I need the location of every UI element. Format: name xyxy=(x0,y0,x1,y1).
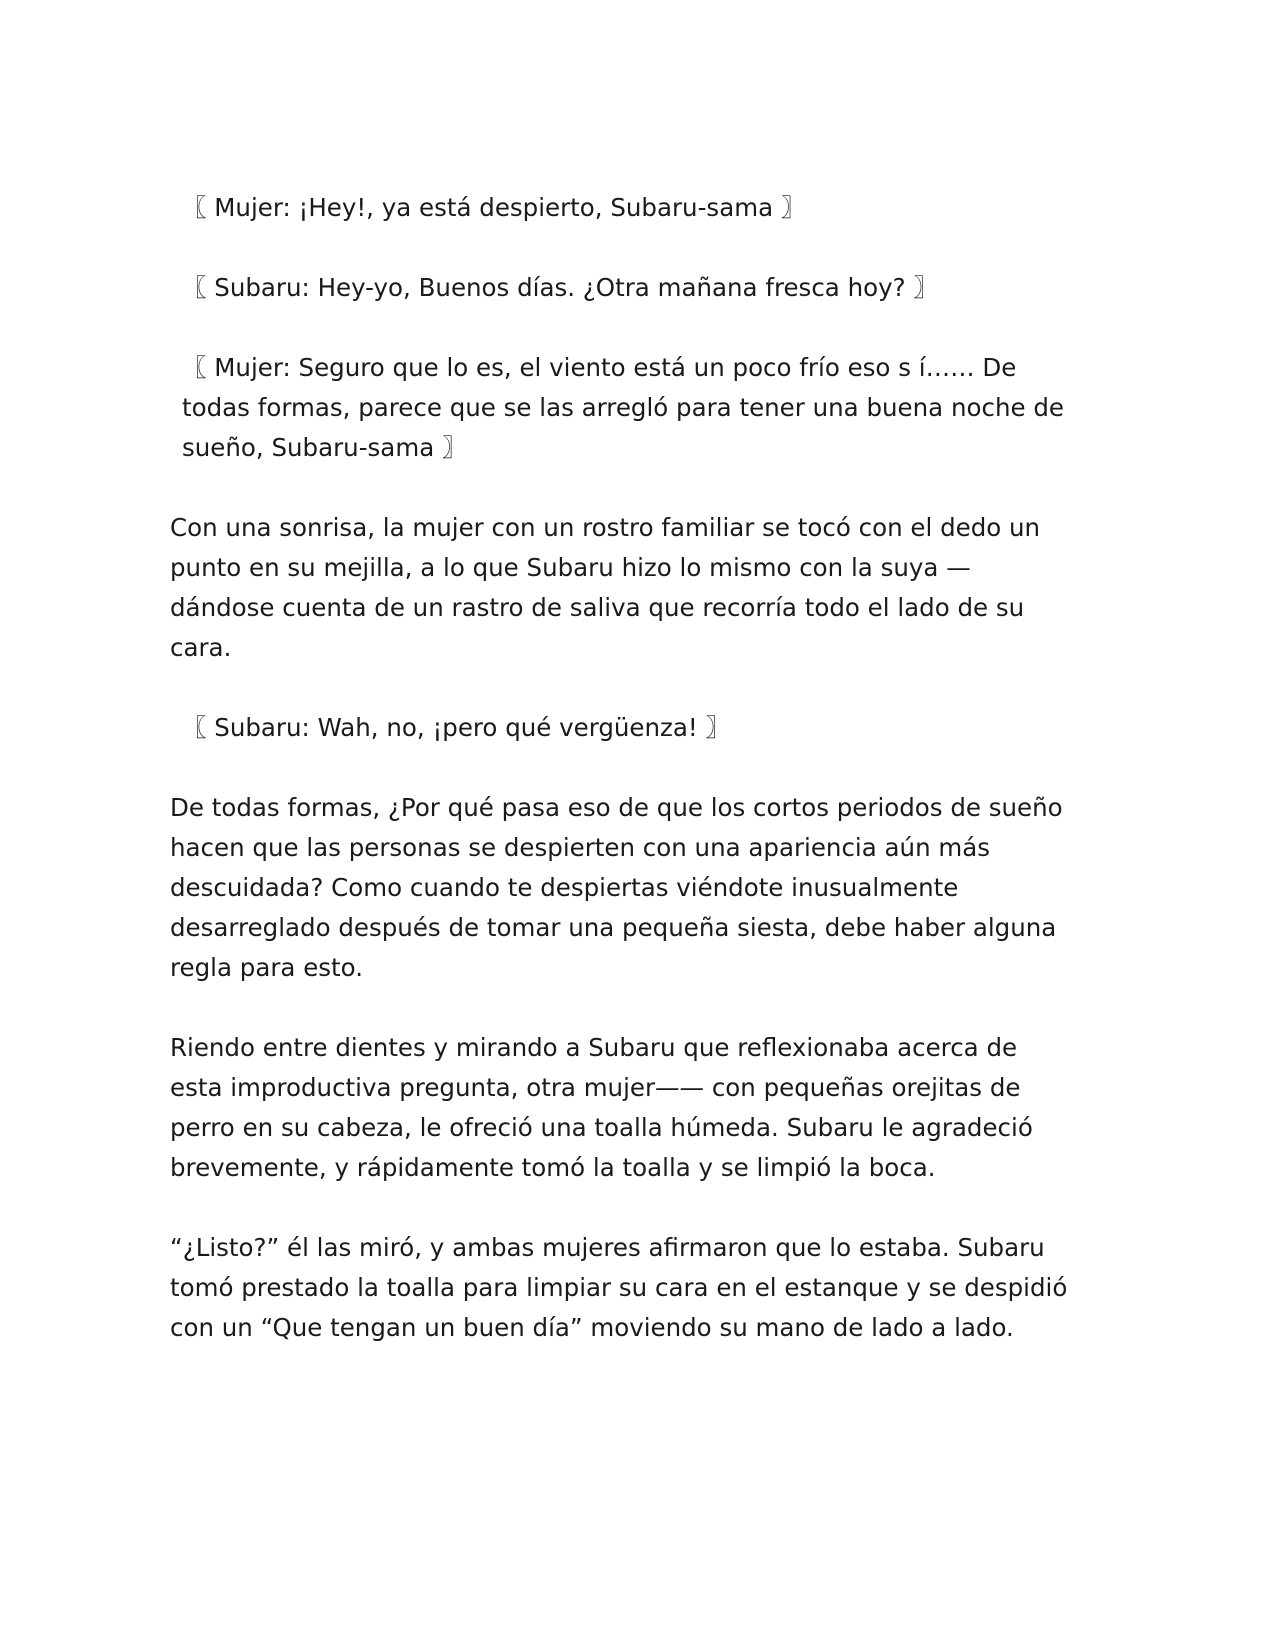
document-body xyxy=(172,188,1072,1388)
dialogue-paragraph: 〖 Mujer: Seguro que lo es, el viento está un poco frío eso s í…… De todas formas, parece que se las arregló para tener una buena noche de sueño, Subaru-sama 〗 xyxy=(182,353,1064,462)
narration-paragraph: De todas formas, ¿Por qué pasa eso de que los cortos periodos de sueño hacen que las personas se despierten con una apariencia aún más descuidada? Como cuando te despiertas viéndote inusualmente desarreglado después de tomar una pequeña siesta, debe haber alguna regla para esto. xyxy=(170,793,1063,982)
dialogue-paragraph: 〖 Subaru: Wah, no, ¡pero qué vergüenza! 〗 xyxy=(182,713,731,742)
dialogue-paragraph: 〖 Subaru: Hey-yo, Buenos días. ¿Otra mañana fresca hoy? 〗 xyxy=(182,273,938,302)
narration-paragraph: “¿Listo?” él las miró, y ambas mujeres afirmaron que lo estaba. Subaru tomó prestado la toalla para limpiar su cara en el estanque y se despidió con un “Que tengan un buen día” moviendo su mano de lado a lado. xyxy=(170,1233,1068,1342)
narration-paragraph: Con una sonrisa, la mujer con un rostro familiar se tocó con el dedo un punto en su mejilla, a lo que Subaru hizo lo mismo con la suya —dándose cuenta de un rastro de saliva que recorría todo el lado de su cara. xyxy=(170,513,1041,662)
dialogue-paragraph: 〖 Mujer: ¡Hey!, ya está despierto, Subaru-sama 〗 xyxy=(182,193,806,222)
narration-paragraph: Riendo entre dientes y mirando a Subaru que reflexionaba acerca de esta improductiva pregunta, otra mujer—— con pequeñas orejitas de perro en su cabeza, le ofreció una toalla húmeda. Subaru le agradeció brevemente, y rápidamente tomó la toalla y se limpió la boca. xyxy=(170,1033,1033,1182)
